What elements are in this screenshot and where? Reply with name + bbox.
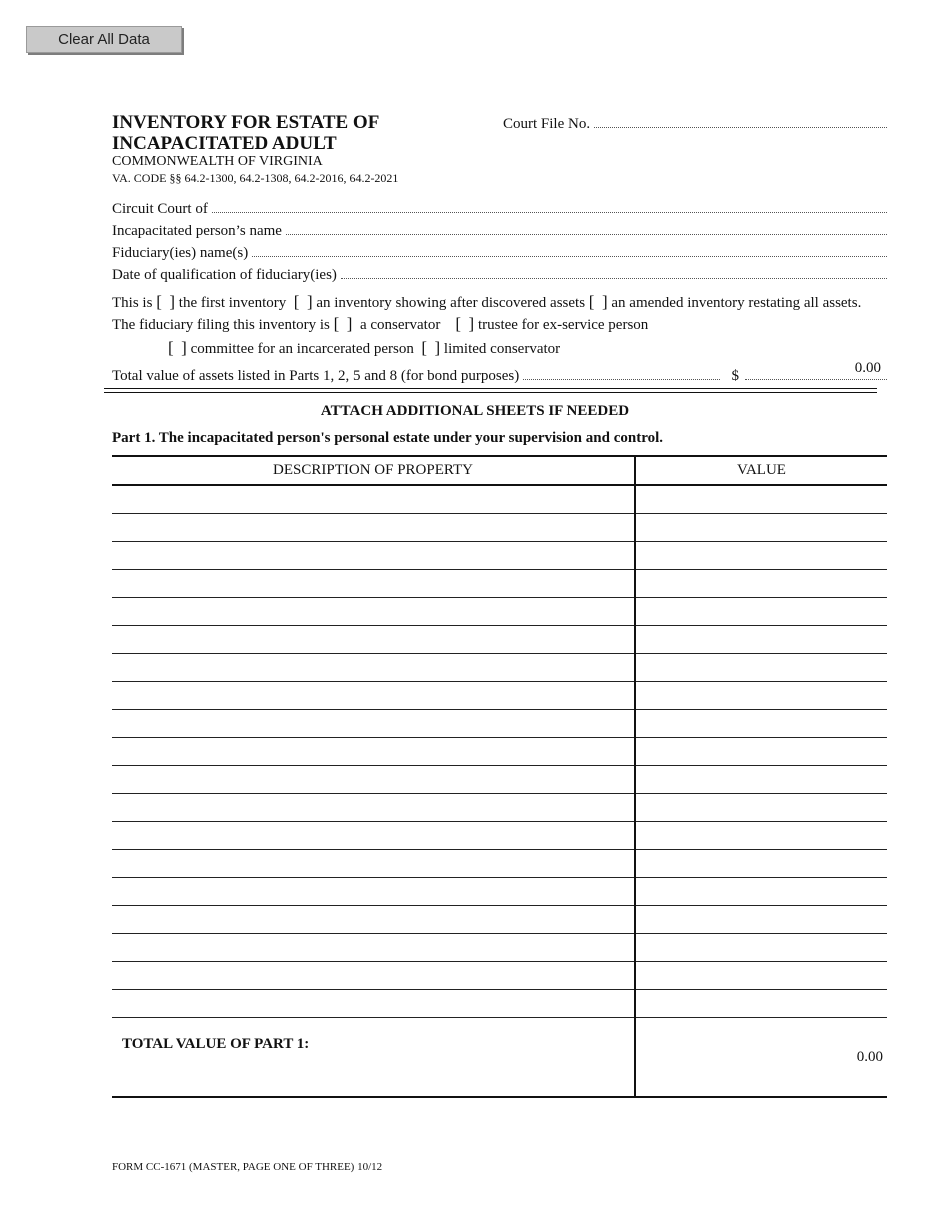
committee-label: committee for an incarcerated person [190,341,414,357]
description-cell[interactable] [112,766,635,794]
person-name-label: Incapacitated person’s name [112,223,282,239]
code-reference: VA. CODE §§ 64.2-1300, 64.2-1308, 64.2-2016, 64.2-2021 [112,171,399,185]
value-cell[interactable] [635,710,887,738]
form-title [112,112,379,154]
value-cell[interactable] [635,542,887,570]
description-cell[interactable] [112,822,635,850]
circuit-court-label: Circuit Court of [112,201,208,217]
value-cell[interactable] [635,682,887,710]
total-assets-row [112,360,887,385]
part1-total-label: TOTAL VALUE OF PART 1: [112,1018,635,1098]
value-cell[interactable] [635,878,887,906]
table-row [112,514,887,542]
value-cell[interactable] [635,514,887,542]
table-row [112,654,887,682]
description-cell[interactable] [112,626,635,654]
description-cell[interactable] [112,934,635,962]
description-cell[interactable] [112,794,635,822]
qualification-date-input[interactable] [341,266,887,279]
currency-symbol: $ [731,368,739,384]
person-name-row [112,222,887,240]
value-cell[interactable] [635,962,887,990]
description-cell[interactable] [112,962,635,990]
conservator-label: a conservator [359,317,441,333]
qualification-date-label: Date of qualification of fiduciary(ies) [112,267,337,283]
total-assets-label: Total value of assets listed in Parts 1, 2, 5 and 8 (for bond purposes) [112,368,520,384]
trustee-label: trustee for ex-service person [477,317,649,333]
table-header-row [112,456,887,485]
value-cell[interactable] [635,766,887,794]
value-cell[interactable] [635,485,887,514]
clear-all-data-button[interactable]: Clear All Data [26,26,182,53]
value-cell[interactable] [635,738,887,766]
table-row [112,934,887,962]
table-row [112,738,887,766]
fiduciary-type-line [112,314,648,334]
value-cell[interactable] [635,654,887,682]
court-file-row [503,115,887,133]
table-row [112,850,887,878]
part1-total-value: 0.00 [635,1018,887,1098]
description-cell[interactable] [112,598,635,626]
description-cell[interactable] [112,654,635,682]
first-inventory-label: the first inventory [178,295,287,311]
part1-table [112,455,887,1098]
total-assets-value: 0.00 [854,360,881,376]
description-cell[interactable] [112,542,635,570]
trustee-checkbox[interactable]: [ ] [455,314,475,333]
person-name-input[interactable] [286,222,887,235]
state-label: COMMONWEALTH OF VIRGINIA [112,154,323,169]
attach-note: ATTACH ADDITIONAL SHEETS IF NEEDED [320,403,630,419]
table-row [112,794,887,822]
section-divider [104,388,877,393]
description-column-header: DESCRIPTION OF PROPERTY [112,456,635,485]
inventory-type-line [112,292,861,312]
description-cell[interactable] [112,850,635,878]
limited-conservator-checkbox[interactable]: [ ] [421,338,441,357]
fiduciary-names-input[interactable] [252,244,887,257]
circuit-court-input[interactable] [212,200,887,213]
table-row [112,990,887,1018]
fiduciary-type-prefix: The fiduciary filing this inventory is [112,317,330,333]
value-cell[interactable] [635,822,887,850]
value-cell[interactable] [635,850,887,878]
inventory-type-prefix: This is [112,295,153,311]
value-column-header: VALUE [635,456,887,485]
qualification-date-row [112,266,887,284]
amended-inventory-checkbox[interactable]: [ ] [588,292,608,311]
description-cell[interactable] [112,514,635,542]
court-file-input[interactable] [594,115,887,128]
description-cell[interactable] [112,990,635,1018]
limited-conservator-label: limited conservator [443,341,561,357]
value-cell[interactable] [635,626,887,654]
form-title-line1: INVENTORY FOR ESTATE OF [112,112,380,133]
table-row [112,822,887,850]
value-cell[interactable] [635,570,887,598]
value-cell[interactable] [635,934,887,962]
table-row [112,570,887,598]
table-row [112,626,887,654]
form-title-line2: INCAPACITATED ADULT [112,133,337,154]
table-row [112,542,887,570]
table-row [112,598,887,626]
value-cell[interactable] [635,990,887,1018]
description-cell[interactable] [112,682,635,710]
description-cell[interactable] [112,878,635,906]
value-cell[interactable] [635,598,887,626]
part1-total-row [112,1018,887,1098]
part1-heading: Part 1. The incapacitated person's personal estate under your supervision and control. [112,430,664,446]
circuit-court-row [112,200,887,218]
table-row [112,682,887,710]
description-cell[interactable] [112,710,635,738]
value-cell[interactable] [635,794,887,822]
conservator-checkbox[interactable]: [ ] [333,314,353,333]
discovered-assets-label: an inventory showing after discovered assets [316,295,586,311]
court-file-label: Court File No. [503,116,591,132]
description-cell[interactable] [112,906,635,934]
discovered-assets-checkbox[interactable]: [ ] [293,292,313,311]
fiduciary-names-row [112,244,887,262]
total-assets-leader [523,367,719,380]
table-row [112,485,887,514]
table-row [112,962,887,990]
committee-checkbox[interactable]: [ ] [168,338,187,357]
description-cell[interactable] [112,738,635,766]
table-row [112,766,887,794]
table-row [112,710,887,738]
table-row [112,878,887,906]
amended-inventory-label: an amended inventory restating all assets. [611,295,862,311]
first-inventory-checkbox[interactable]: [ ] [156,292,176,311]
table-row [112,906,887,934]
total-assets-field[interactable] [745,360,887,380]
description-cell[interactable] [112,485,635,514]
description-cell[interactable] [112,570,635,598]
fiduciary-names-label: Fiduciary(ies) name(s) [112,245,249,261]
form-footer: FORM CC-1671 (MASTER, PAGE ONE OF THREE) 10/12 [112,1161,383,1173]
value-cell[interactable] [635,906,887,934]
fiduciary-type-line2 [168,338,560,358]
